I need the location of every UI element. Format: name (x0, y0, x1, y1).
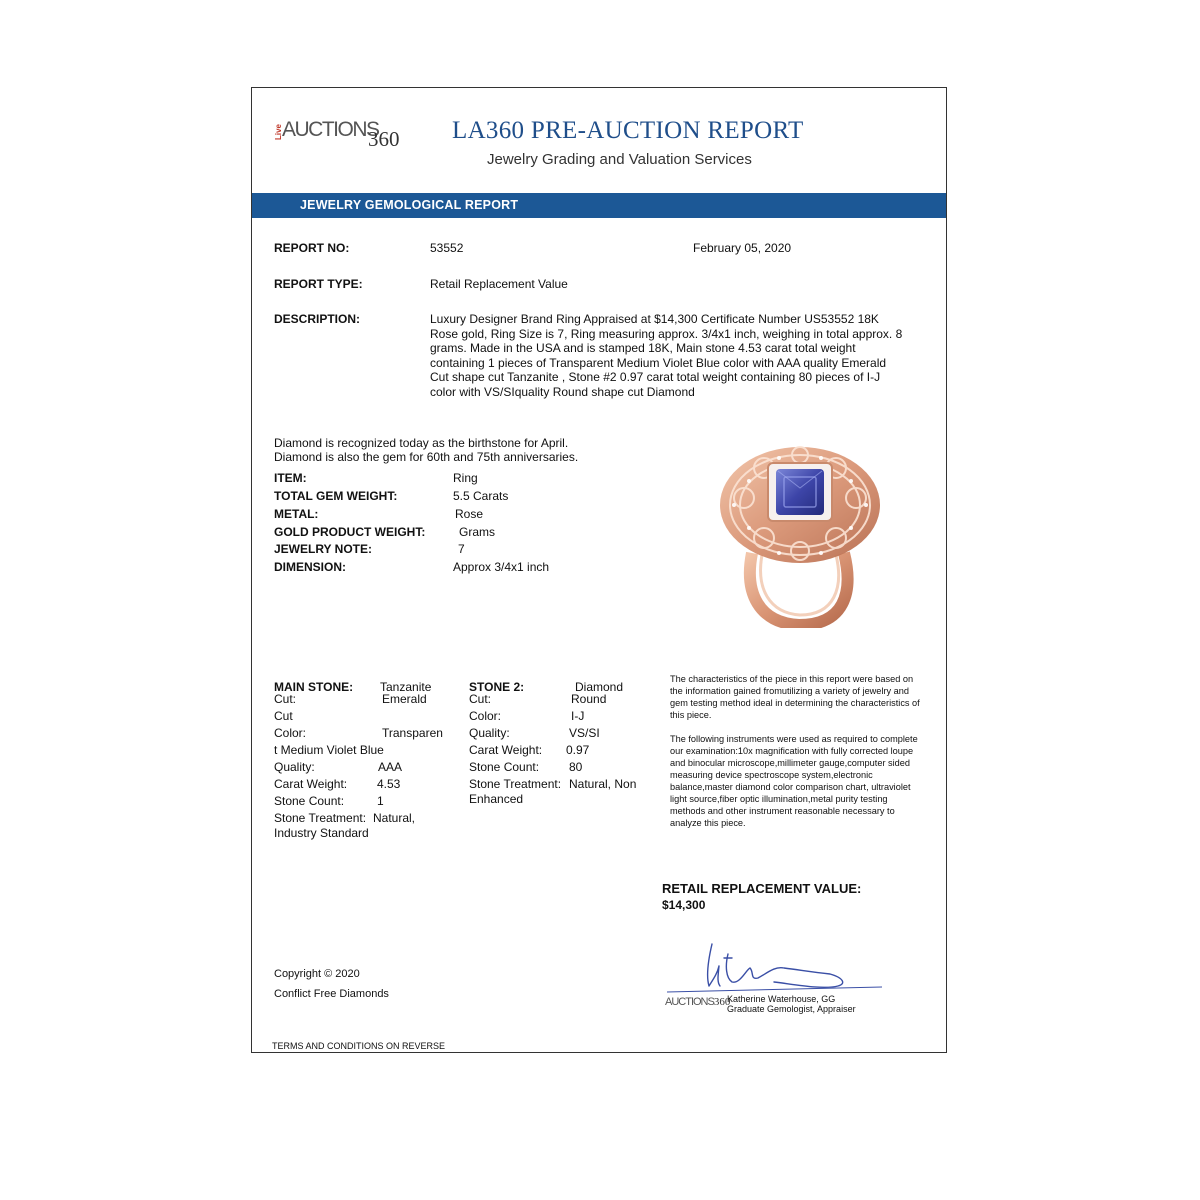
main-stone-color-value: Transparen (382, 726, 443, 740)
retail-value-label: RETAIL REPLACEMENT VALUE: (662, 881, 862, 896)
main-stone-color-continued: t Medium Violet Blue (274, 743, 384, 757)
terms-notice: TERMS AND CONDITIONS ON REVERSE (272, 1041, 446, 1051)
characteristics-note: The characteristics of the piece in this report were based on the information gained fromutilizing a variety of jewelry and gem testing method ideal in determining the characteristics of this piece. (670, 674, 920, 720)
logo-360-text: 360 (368, 127, 400, 151)
ring-photo (704, 443, 892, 628)
copyright-text: Copyright © 2020 (274, 968, 360, 980)
description-text: Luxury Designer Brand Ring Appraised at $14,300 Certificate Number US53552 18K Rose gold, Ring Size is 7, Ring measuring approx. 3/4x1 inch, weighing in total approx. 8 grams. Made in the USA and is stamped 18K, Main stone 4.53 carat total weight containing 1 pieces of Transparent Medium Violet Blue color with AAA quality Emerald Cut shape cut Tanzanite , Stone #2 0.97 carat total weight containing 80 pieces of I-J color with VS/SIquality Round shape cut Diamond (430, 312, 903, 399)
metal-label: METAL: (274, 507, 319, 521)
report-type-value: Retail Replacement Value (430, 277, 568, 291)
main-stone-quality-value: AAA (378, 760, 403, 774)
item-label: ITEM: (274, 471, 307, 485)
main-stone-carat-label: Carat Weight: (274, 777, 348, 791)
dimension-label: DIMENSION: (274, 560, 346, 574)
live-auctions-360-logo (274, 118, 414, 152)
stone2-carat-value: 0.97 (566, 743, 590, 757)
main-stone-count-value: 1 (377, 794, 384, 808)
total-gem-weight-value: 5.5 Carats (453, 489, 509, 503)
signature-logo-360: 360 (713, 996, 731, 1008)
jewelry-note-label: JEWELRY NOTE: (274, 542, 373, 556)
signature-logo-auctions: AUCTIONS (665, 996, 714, 1008)
gold-weight-label: GOLD PRODUCT WEIGHT: (274, 525, 426, 539)
report-title: LA360 PRE-AUCTION REPORT (452, 117, 804, 144)
stone2-carat-label: Carat Weight: (469, 743, 543, 757)
appraiser-title: Graduate Gemologist, Appraiser (727, 1004, 856, 1014)
main-stone-cut-continued: Cut (274, 709, 293, 723)
main-stone-count-label: Stone Count: (274, 794, 345, 808)
gold-weight-value: Grams (459, 525, 495, 539)
main-stone-treatment-label: Stone Treatment: (274, 811, 367, 825)
main-stone-cut-label: Cut: (274, 692, 297, 706)
stone2-cut-value: Round (571, 692, 607, 706)
instruments-note: The following instruments were used as required to complete our examination:10x magnification with fully corrected loupe and binocular microscope,millimeter gauge,computer sided measuring device spectroscope system,electronic balance,master diamond color comparison chart, ultraviolet light source,fiber optic illumination,metal purity testing methods and other instrument reasonable necessary to analyze this piece. (670, 734, 918, 828)
section-band-title: JEWELRY GEMOLOGICAL REPORT (300, 198, 519, 212)
stone2-label: STONE 2: (469, 680, 525, 694)
report-subtitle: Jewelry Grading and Valuation Services (487, 151, 752, 168)
stone2-quality-value: VS/SI (569, 726, 600, 740)
conflict-free-text: Conflict Free Diamonds (274, 988, 389, 1000)
report-type-label: REPORT TYPE: (274, 277, 363, 291)
main-stone-carat-value: 4.53 (377, 777, 401, 791)
metal-value: Rose (455, 507, 484, 521)
total-gem-weight-label: TOTAL GEM WEIGHT: (274, 489, 398, 503)
stone2-cut-label: Cut: (469, 692, 492, 706)
item-value: Ring (453, 471, 478, 485)
stone2-treatment-label: Stone Treatment: (469, 777, 562, 791)
main-stone-treatment-value: Natural, (373, 811, 416, 825)
main-stone-cut-value: Emerald (382, 692, 427, 706)
stone2-count-value: 80 (569, 760, 583, 774)
description-label: DESCRIPTION: (274, 312, 361, 326)
main-stone-name: Tanzanite (380, 680, 432, 694)
logo-auctions-text: AUCTIONS (282, 118, 379, 141)
stone2-color-label: Color: (469, 709, 502, 723)
birthstone-line-2: Diamond is also the gem for 60th and 75th anniversaries. (274, 450, 579, 464)
retail-value-amount: $14,300 (662, 898, 706, 912)
stone2-treatment-continued: Enhanced (469, 792, 524, 806)
dimension-value: Approx 3/4x1 inch (453, 560, 550, 574)
stone2-count-label: Stone Count: (469, 760, 540, 774)
stone2-treatment-value: Natural, Non (569, 777, 637, 791)
report-date: February 05, 2020 (693, 241, 792, 255)
birthstone-line-1: Diamond is recognized today as the birthstone for April. (274, 436, 569, 450)
report-number-label: REPORT NO: (274, 241, 350, 255)
jewelry-note-value: 7 (458, 542, 465, 556)
report-number-value: 53552 (430, 241, 464, 255)
logo-live-text: Live (274, 123, 283, 140)
main-stone-treatment-continued: Industry Standard (274, 826, 369, 840)
stone2-quality-label: Quality: (469, 726, 510, 740)
stone2-name: Diamond (575, 680, 624, 694)
main-stone-color-label: Color: (274, 726, 307, 740)
section-band (252, 193, 946, 218)
appraiser-name: Katherine Waterhouse, GG (727, 994, 836, 1004)
appraisal-report (251, 87, 947, 1053)
signature-logo (665, 996, 730, 1008)
main-stone-quality-label: Quality: (274, 760, 315, 774)
stone2-color-value: I-J (571, 709, 585, 723)
main-stone-label: MAIN STONE: (274, 680, 354, 694)
